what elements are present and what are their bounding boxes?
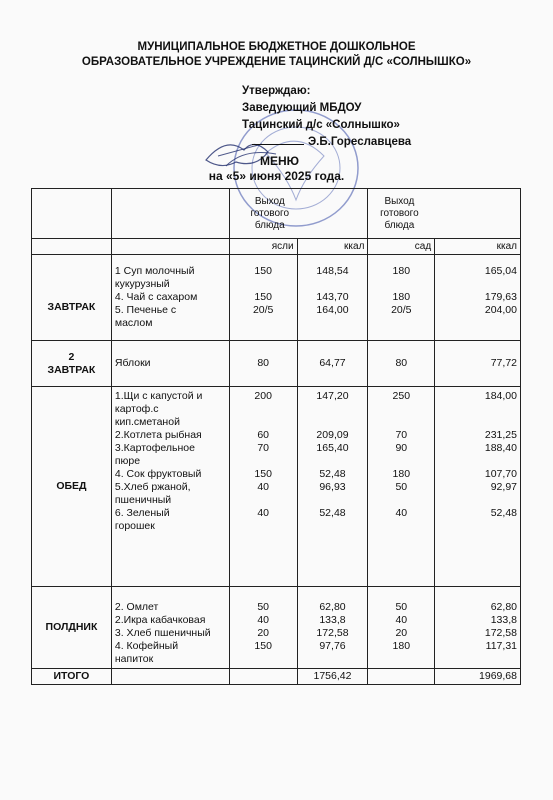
meal-breakfast2 — [32, 341, 112, 387]
value: 40 — [257, 507, 270, 519]
kkal-yasli-snack — [297, 587, 368, 669]
value: 40 — [257, 481, 270, 493]
subheader-kkal-sad: ккал — [435, 239, 521, 255]
value: 180 — [392, 468, 411, 480]
signature-blank — [252, 144, 304, 145]
dish-line: 2. Омлет — [114, 601, 159, 613]
value: 250 — [392, 390, 411, 402]
sad-snack — [368, 587, 435, 669]
kkal-yasli-breakfast2: 64,77 — [297, 341, 368, 387]
header-empty-dish — [111, 189, 229, 239]
value: 150 — [254, 265, 272, 277]
approval-signer: Э.Б.Горeславцева — [308, 136, 412, 148]
approval-position: Заведующий МБДОУ — [242, 102, 362, 114]
value: 20 — [395, 627, 408, 639]
subheader-yasli: ясли — [229, 239, 297, 255]
value: 50 — [395, 481, 408, 493]
value: 165,40 — [316, 442, 349, 454]
value: 180 — [392, 291, 411, 303]
menu-title: МЕНЮ — [259, 154, 300, 168]
approval-block — [242, 83, 411, 151]
value: 20/5 — [391, 304, 412, 316]
value: 143,70 — [316, 291, 349, 303]
approval-label: Утверждаю: — [242, 85, 311, 97]
value: 97,76 — [319, 640, 346, 652]
table-row-snack — [32, 587, 521, 669]
value: 70 — [257, 442, 270, 454]
value: 60 — [257, 429, 270, 441]
meal-snack: ПОЛДНИК — [32, 587, 112, 669]
value: 148,54 — [316, 265, 349, 277]
dish-line: 2.Котлета рыбная — [114, 429, 202, 441]
dish-line: 3.Картофельное — [114, 442, 195, 454]
dish-line: пшеничный — [114, 494, 172, 506]
value: 150 — [254, 640, 272, 652]
value: 150 — [254, 291, 272, 303]
dish-line: 3. Хлеб пшеничный — [114, 627, 211, 639]
value: 62,80 — [319, 601, 346, 613]
value: 180 — [392, 265, 411, 277]
value: 40 — [395, 507, 408, 519]
subheader-kkal-yasli: ккал — [297, 239, 368, 255]
yasli-lunch — [229, 387, 297, 587]
meal-label-b: ЗАВТРАК — [47, 363, 96, 376]
table-row-breakfast — [32, 255, 521, 341]
kkal-yasli-breakfast — [297, 255, 368, 341]
value: 117,31 — [485, 640, 517, 652]
dishes-lunch — [111, 387, 229, 587]
value: 179,63 — [484, 291, 517, 303]
kkal-sad-lunch — [435, 387, 521, 587]
dish-line: 4. Сок фруктовый — [114, 468, 202, 480]
dishes-snack — [111, 587, 229, 669]
approval-org: Тацинский д/с «Солнышко» — [242, 119, 400, 131]
value: 133,8 — [490, 614, 517, 626]
value: 52,48 — [319, 507, 346, 519]
dish-line: пюре — [114, 455, 141, 467]
value: 20/5 — [252, 304, 274, 316]
header-vyhod-sad: Выход готового блюда — [368, 189, 521, 239]
menu-title-block — [0, 154, 553, 184]
value: 40 — [395, 614, 408, 626]
dish-line: 1 Суп молочный — [114, 265, 195, 277]
institution-header — [0, 40, 553, 70]
dish-line: 2.Икра кабачковая — [114, 614, 206, 626]
subheader-empty-2 — [111, 239, 229, 255]
value: 50 — [395, 601, 408, 613]
value: 209,09 — [316, 429, 349, 441]
total-kkal-sad: 1969,68 — [435, 669, 521, 685]
dish-line: 5. Печенье с — [114, 304, 177, 316]
meal-label-a: 2 — [68, 350, 75, 363]
kkal-yasli-lunch — [297, 387, 368, 587]
yasli-snack — [229, 587, 297, 669]
value: 165,04 — [484, 265, 517, 277]
kkal-sad-breakfast — [435, 255, 521, 341]
meal-breakfast: ЗАВТРАК — [32, 255, 112, 341]
value: 204,00 — [484, 304, 517, 316]
subheader-sad: сад — [368, 239, 435, 255]
value: 62,80 — [490, 601, 517, 613]
dish-breakfast2: Яблоки — [111, 341, 229, 387]
total-empty-sad — [368, 669, 435, 685]
value: 90 — [395, 442, 408, 454]
value: 200 — [254, 390, 272, 402]
table-row-lunch — [32, 387, 521, 587]
value: 52,48 — [319, 468, 346, 480]
value: 180 — [392, 640, 411, 652]
value: 147,20 — [316, 390, 349, 402]
table-subheader-row — [32, 239, 521, 255]
total-kkal-yasli: 1756,42 — [297, 669, 368, 685]
value: 188,40 — [484, 442, 517, 454]
header-empty-meal — [32, 189, 112, 239]
table-row-breakfast2 — [32, 341, 521, 387]
sad-breakfast2: 80 — [368, 341, 435, 387]
value: 184,00 — [484, 390, 517, 402]
value: 96,93 — [319, 481, 346, 493]
dish-line: картоф.с — [114, 403, 159, 415]
dish-line: 6. Зеленый — [114, 507, 170, 519]
sad-lunch — [368, 387, 435, 587]
meal-lunch: ОБЕД — [32, 387, 112, 587]
dish-line: 5.Хлеб ржаной, — [114, 481, 191, 493]
dish-line: кип.сметаной — [114, 416, 180, 428]
total-label: ИТОГО — [32, 669, 112, 685]
header-line-2: ОБРАЗОВАТЕЛЬНОЕ УЧРЕЖДЕНИЕ ТАЦИНСКИЙ Д/С «СОЛНЫШКО» — [81, 56, 472, 68]
table-row-total — [32, 669, 521, 685]
value: 133,8 — [319, 614, 346, 626]
yasli-breakfast2: 80 — [229, 341, 297, 387]
dish-line: 1.Щи с капустой и — [114, 390, 203, 402]
value: 40 — [257, 614, 270, 626]
value: 231,25 — [484, 429, 517, 441]
dish-line: маслом — [114, 317, 153, 329]
subheader-empty-1 — [32, 239, 112, 255]
value: 50 — [257, 601, 270, 613]
value: 150 — [254, 468, 272, 480]
value: 20 — [257, 627, 270, 639]
dishes-breakfast — [111, 255, 229, 341]
menu-table — [31, 188, 521, 685]
menu-date: на «5» июня 2025 года. — [208, 169, 345, 183]
kkal-sad-breakfast2: 77,72 — [435, 341, 521, 387]
value: 52,48 — [490, 507, 517, 519]
table-header-row — [32, 189, 521, 239]
dish-line: кукурузный — [114, 278, 170, 290]
total-empty-yasli — [229, 669, 297, 685]
value: 172,58 — [316, 627, 349, 639]
yasli-breakfast — [229, 255, 297, 341]
total-empty-dish — [111, 669, 229, 685]
approval-signature-line — [242, 134, 411, 151]
header-vyhod-yasli: Выход готового блюда — [229, 189, 368, 239]
dish-line: горошек — [114, 520, 155, 532]
value: 164,00 — [316, 304, 349, 316]
sad-breakfast — [368, 255, 435, 341]
header-line-1: МУНИЦИПАЛЬНОЕ БЮДЖЕТНОЕ ДОШКОЛЬНОЕ — [137, 41, 416, 53]
kkal-sad-snack — [435, 587, 521, 669]
value: 107,70 — [484, 468, 517, 480]
value: 70 — [395, 429, 408, 441]
dish-line: 4. Чай с сахаром — [114, 291, 198, 303]
dish-line: 4. Кофейный — [114, 640, 179, 652]
value: 92,97 — [490, 481, 517, 493]
value: 172,58 — [484, 627, 517, 639]
dish-line: напиток — [114, 653, 154, 665]
